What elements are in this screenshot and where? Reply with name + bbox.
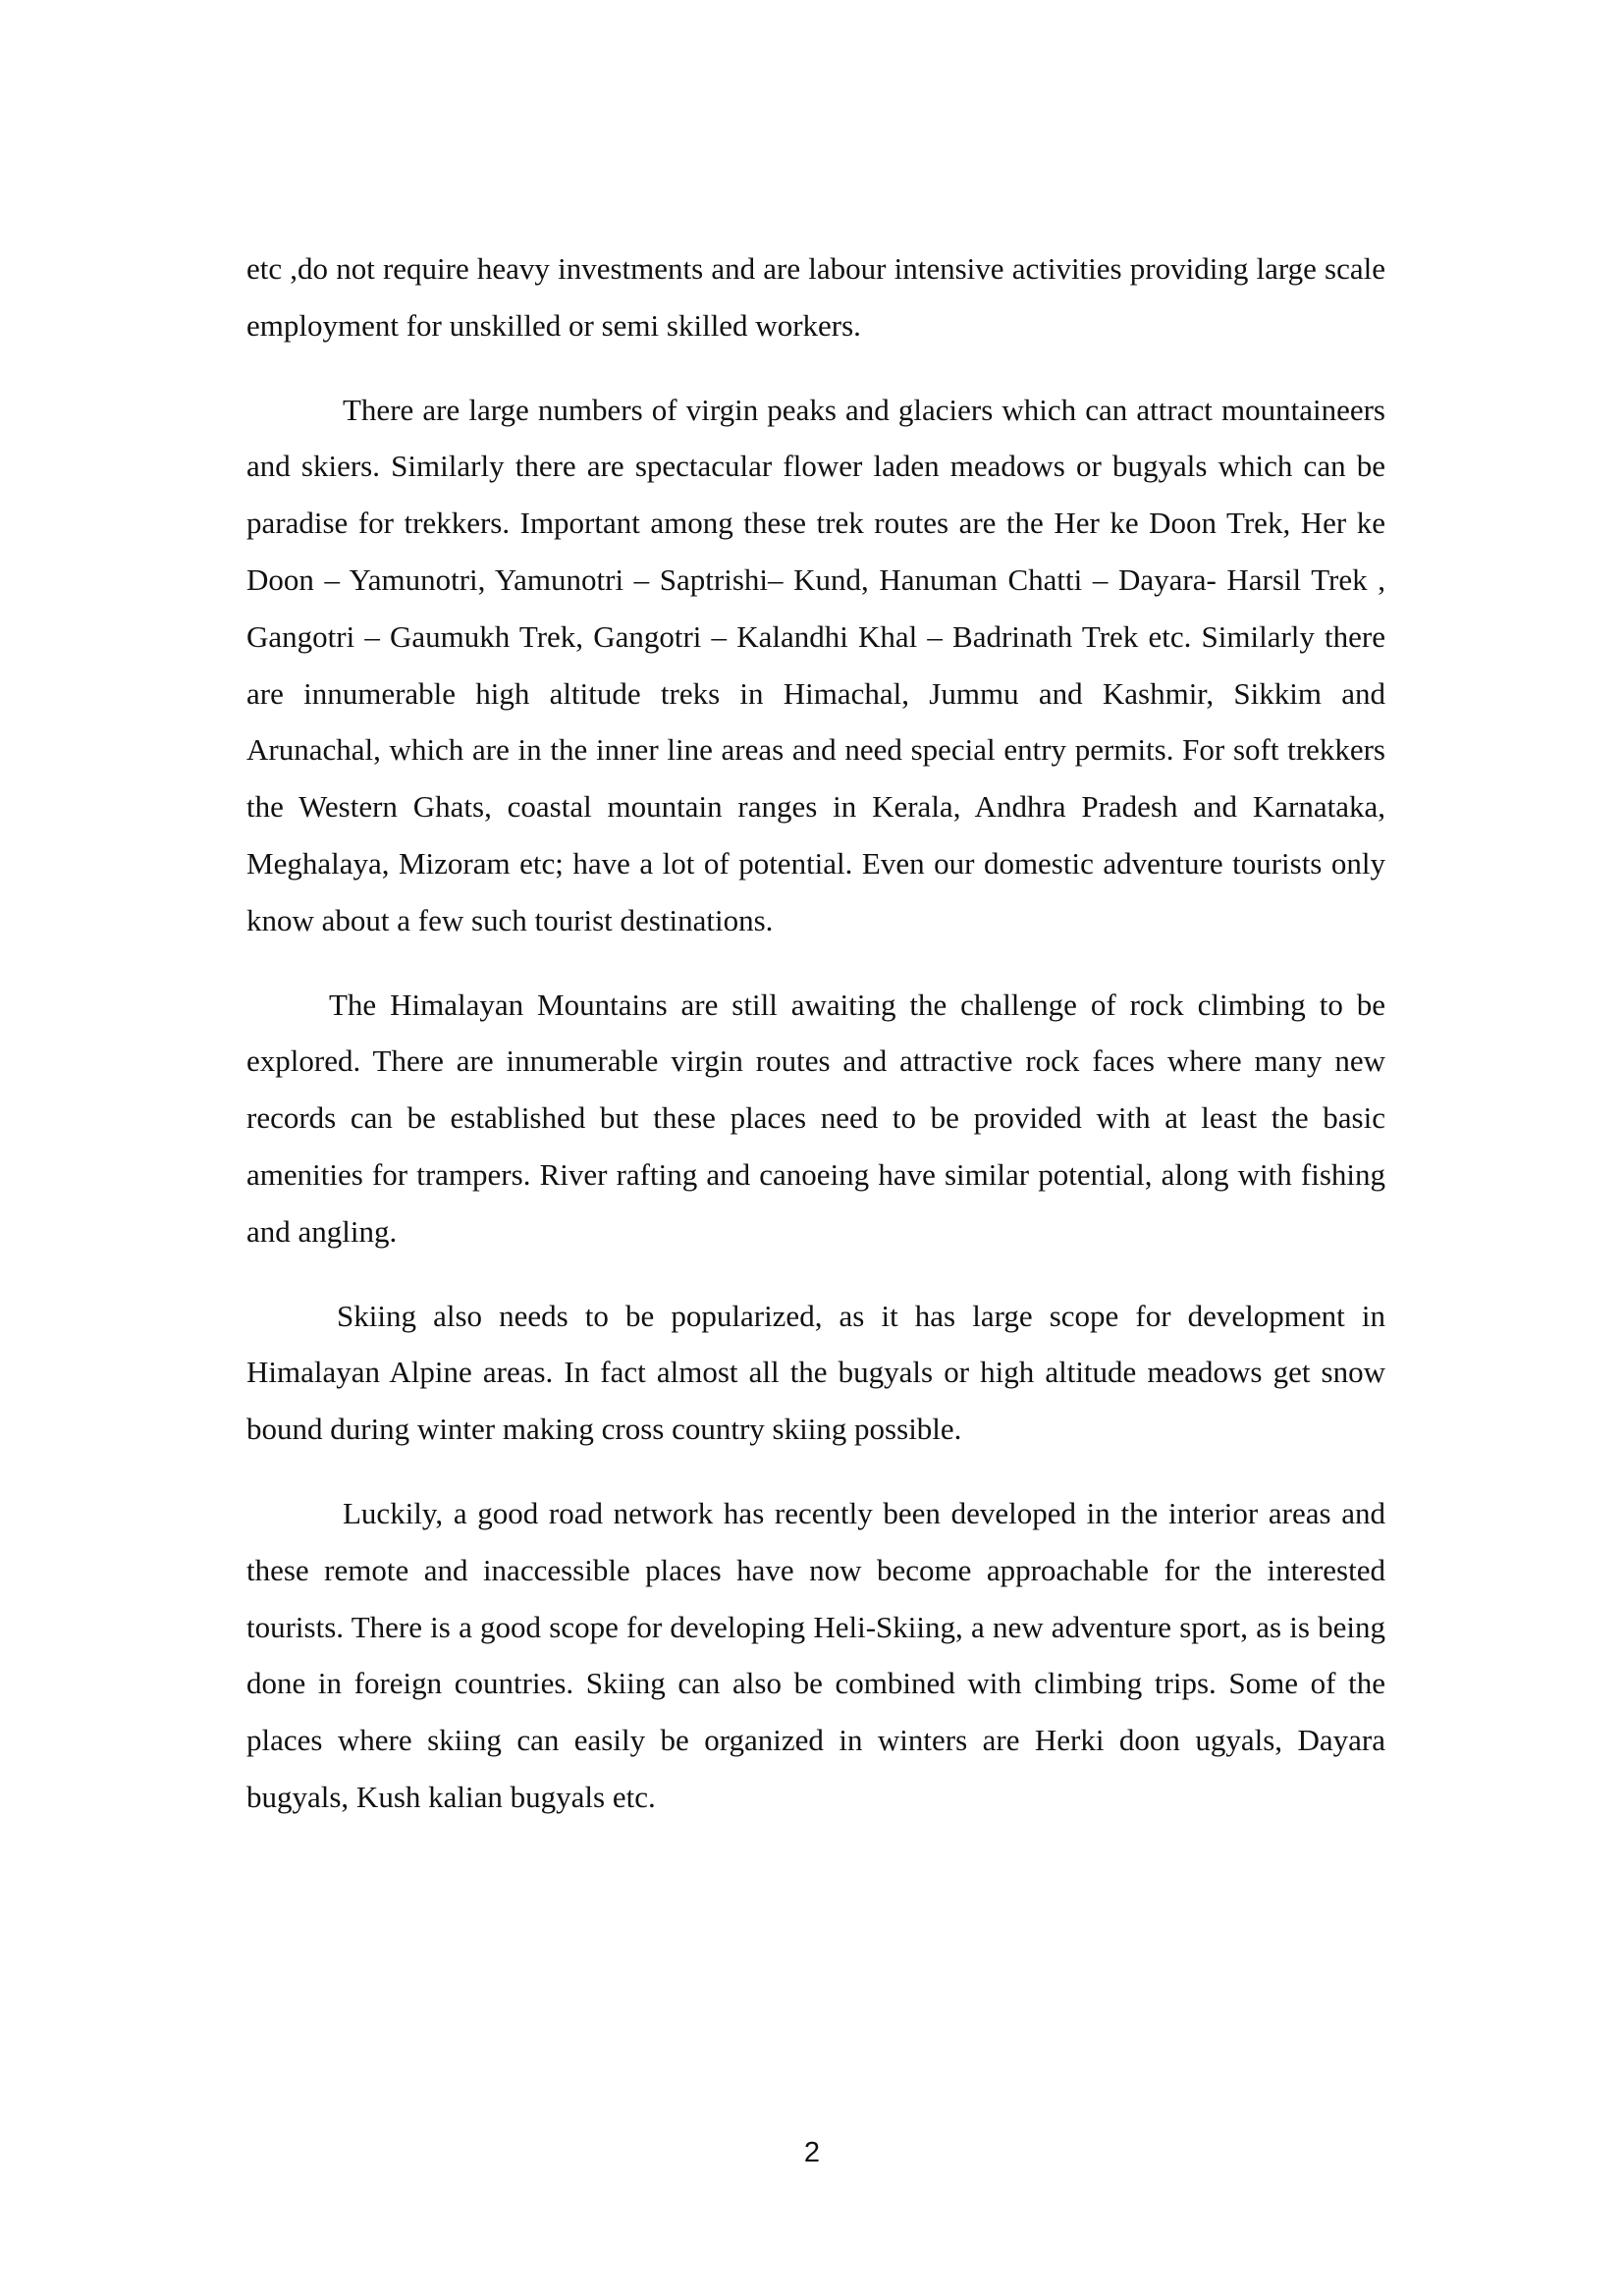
paragraph-rock-climbing: The Himalayan Mountains are still awaiting the challenge of rock climbing to be explored. There are innumerable virgin routes and attractive rock faces where many new records can be established but these places need to be provided with at least the basic amenities for trampers. River rafting and canoeing have similar potential, along with fishing and angling.: [246, 987, 1385, 1249]
page-number: 2: [803, 2137, 821, 2168]
paragraph-skiing: Skiing also needs to be popularized, as it has large scope for development in Himalayan Alpine areas. In fact almost all the bugyals or high altitude meadows get snow bound during winter making cross country skiing possible.: [246, 1298, 1385, 1447]
paragraph-road-network: Luckily, a good road network has recently been developed in the interior areas and these remote and inaccessible places have now become approachable for the interested tourists. There is a good scope for developing Heli-Skiing, a new adventure sport, as is being done in foreign countries. Skiing can also be combined with climbing trips. Some of the places where skiing can easily be organized in winters are Herki doon ugyals, Dayara bugyals, Kush kalian bugyals etc.: [246, 1495, 1385, 1814]
paragraph-peaks-and-treks: There are large numbers of virgin peaks and glaciers which can attract mountaineers and skiers. Similarly there are spectacular flower laden meadows or bugyals which can be paradise for trekkers. Important among these trek routes are the Her ke Doon Trek, Her ke Doon – Yamunotri, Yamunotri – Saptrishi– Kund, Hanuman Chatti – Dayara- Harsil Trek , Gangotri – Gaumukh Trek, Gangotri – Kalandhi Khal – Badrinath Trek etc. Similarly there are innumerable high altitude treks in Himachal, Jummu and Kashmir, Sikkim and Arunachal, which are in the inner line areas and need special entry permits. For soft trekkers the Western Ghats, coastal mountain ranges in Kerala, Andhra Pradesh and Karnataka, Meghalaya, Mizoram etc; have a lot of potential. Even our domestic adventure tourists only know about a few such tourist destinations.: [246, 392, 1385, 937]
body-text: [246, 240, 1385, 1853]
paragraph-continuation: etc ,do not require heavy investments and are labour intensive activities providing large scale employment for unskilled or semi skilled workers.: [246, 251, 1385, 343]
